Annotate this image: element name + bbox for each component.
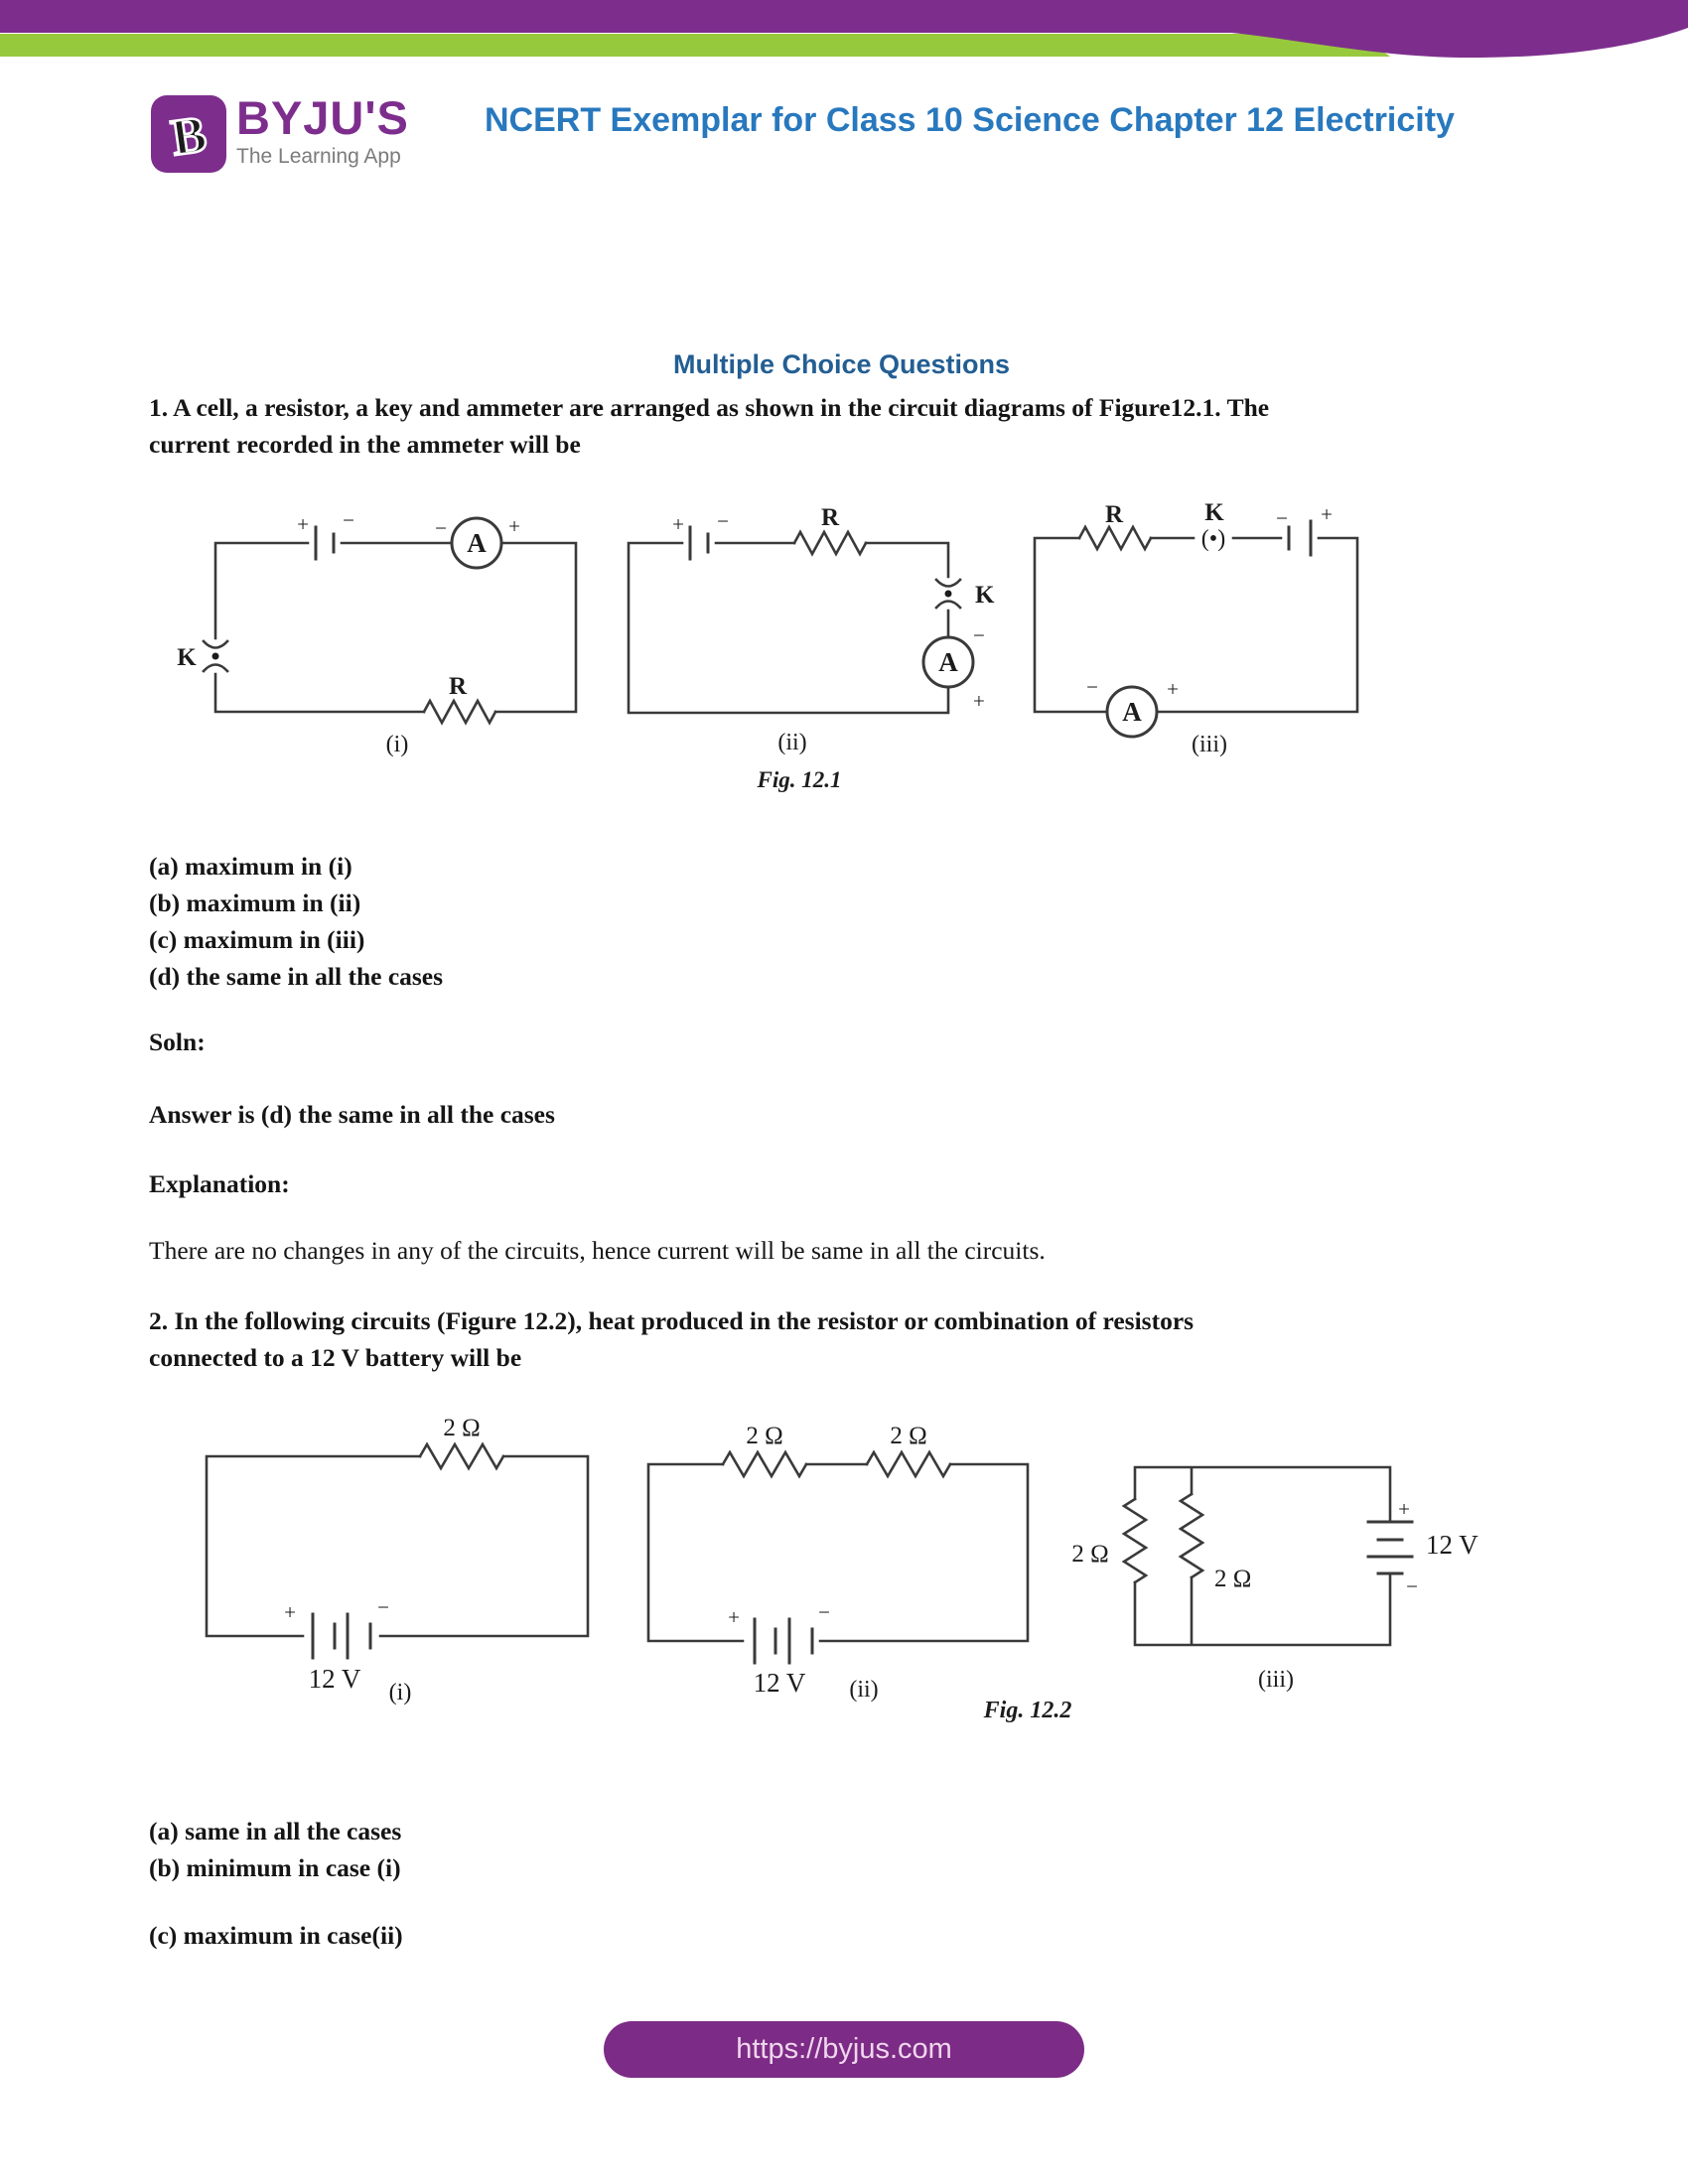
key-letter: K [177, 644, 197, 671]
circuit-i-label: (i) [388, 1680, 412, 1706]
circuit-ii-label: (ii) [777, 730, 807, 755]
resistor-symbol [867, 1452, 950, 1476]
byjus-logo-icon [149, 93, 228, 175]
resistor-symbol [424, 701, 495, 723]
circuit-iii-label: (iii) [1258, 1667, 1294, 1693]
ammeter-plus-label: + [508, 514, 520, 538]
circuit-iii-label: (iii) [1192, 732, 1227, 757]
logo-text [236, 93, 409, 169]
battery-symbol [1368, 1522, 1412, 1573]
brand-tagline: The Learning App [236, 145, 401, 168]
q2-option-c: (c) maximum in case(ii) [149, 1921, 403, 1950]
circuit-iii [1124, 1467, 1412, 1645]
resistor-symbol [1124, 1499, 1146, 1582]
q1-option-a: (a) maximum in (i) [149, 852, 352, 881]
battery-minus-label: − [1276, 506, 1288, 530]
page-title: NCERT Exemplar for Class 10 Science Chapter 12 Electricity [485, 101, 1455, 139]
ammeter-minus-label: − [973, 623, 985, 647]
answer-text: Answer is (d) the same in all the cases [149, 1100, 555, 1129]
explanation-label: Explanation: [149, 1169, 290, 1198]
q2-option-a: (a) same in all the cases [149, 1817, 402, 1845]
battery-plus-label: + [284, 1600, 296, 1624]
logo-b-glyph: B [168, 105, 211, 168]
q1-option-c: (c) maximum in (iii) [149, 925, 365, 954]
resistor-symbol [723, 1452, 806, 1476]
battery-plus-label: + [1321, 502, 1333, 526]
figure-12-2 [139, 1405, 1549, 1732]
circuit-iii [1035, 521, 1357, 737]
ammeter-letter: A [938, 647, 958, 677]
ammeter-minus-label: − [435, 516, 447, 540]
figure-caption: Fig. 12.1 [757, 767, 842, 792]
key-letter: K [1204, 501, 1224, 526]
resistor-value-label: 2 Ω [443, 1415, 481, 1441]
voltage-label: 12 V [308, 1664, 361, 1694]
resistor-letter: R [1104, 501, 1124, 528]
key-letter: K [975, 582, 995, 609]
question-2-line1: 2. In the following circuits (Figure 12.2), heat produced in the resistor or combination of resistors [149, 1306, 1195, 1335]
circuit-i-wires [215, 543, 576, 712]
battery-minus-label: − [343, 508, 354, 532]
resistor-letter: R [820, 504, 840, 531]
soln-label: Soln: [149, 1027, 206, 1056]
voltage-label: 12 V [753, 1668, 806, 1698]
resistor-symbol [1181, 1494, 1202, 1577]
battery-symbol [1289, 521, 1311, 555]
resistor-value-label: 2 Ω [1214, 1566, 1252, 1592]
circuit-iii-wires [1035, 538, 1357, 712]
battery-plus-label: + [297, 512, 309, 536]
ammeter-plus-label: + [973, 689, 985, 713]
question-1-line2: current recorded in the ammeter will be [149, 430, 581, 459]
question-1-text [149, 389, 1539, 463]
battery-minus-label: − [1406, 1574, 1418, 1598]
circuit-ii [629, 527, 973, 713]
resistor-value-label: 2 Ω [746, 1423, 783, 1449]
figure-caption: Fig. 12.2 [983, 1698, 1072, 1723]
green-band [0, 34, 1390, 57]
resistor-value-label: 2 Ω [1071, 1541, 1109, 1568]
byjus-url-button[interactable]: https://byjus.com [604, 2021, 1084, 2078]
battery-minus-label: − [717, 509, 729, 533]
resistor-value-label: 2 Ω [890, 1423, 927, 1449]
circuit-ii-wires [648, 1464, 1028, 1641]
q1-option-d: (d) the same in all the cases [149, 962, 444, 991]
key-symbol [936, 580, 960, 608]
resistor-letter: R [448, 673, 468, 700]
ammeter-plus-label: + [1167, 677, 1179, 701]
ammeter-minus-label: − [1086, 675, 1098, 699]
resistor-symbol [1079, 527, 1151, 549]
question-1-line1: 1. A cell, a resistor, a key and ammeter are arranged as shown in the circuit diagrams of Figure12.1. The [149, 393, 1270, 422]
question-2-line2: connected to a 12 V battery will be [149, 1343, 522, 1372]
battery-symbol [313, 1614, 370, 1658]
resistor-symbol [794, 532, 866, 554]
circuit-i [207, 1444, 588, 1658]
key-symbol-glyph: (•) [1200, 526, 1226, 552]
battery-symbol [755, 1619, 812, 1663]
key-symbol [204, 641, 227, 671]
question-2-text [149, 1302, 1539, 1376]
circuit-i-wires [207, 1456, 588, 1636]
explanation-text: There are no changes in any of the circuits, hence current will be same in all the circuits. [149, 1236, 1046, 1265]
battery-minus-label: − [377, 1595, 389, 1619]
resistor-symbol [420, 1444, 503, 1468]
circuit-ii [648, 1452, 1028, 1663]
q2-option-b: (b) minimum in case (i) [149, 1853, 401, 1882]
figure-12-1 [149, 501, 1440, 809]
q1-option-b: (b) maximum in (ii) [149, 888, 361, 917]
battery-plus-label: + [728, 1605, 740, 1629]
battery-plus-label: + [1398, 1497, 1410, 1521]
byjus-logo [149, 93, 409, 175]
voltage-label: 12 V [1426, 1530, 1478, 1560]
circuit-ii-label: (ii) [849, 1677, 879, 1703]
battery-symbol [316, 527, 334, 559]
section-heading: Multiple Choice Questions [672, 349, 1011, 379]
battery-plus-label: + [672, 512, 684, 536]
ammeter-letter: A [467, 528, 487, 558]
circuit-iii-wires [1135, 1467, 1390, 1645]
circuit-ii-wires [629, 543, 948, 713]
battery-symbol [690, 527, 708, 559]
circuit-i-label: (i) [385, 732, 409, 757]
brand-name: BYJU'S [236, 91, 409, 144]
battery-minus-label: − [818, 1600, 830, 1624]
ammeter-letter: A [1122, 697, 1142, 727]
circuit-i [204, 518, 576, 723]
